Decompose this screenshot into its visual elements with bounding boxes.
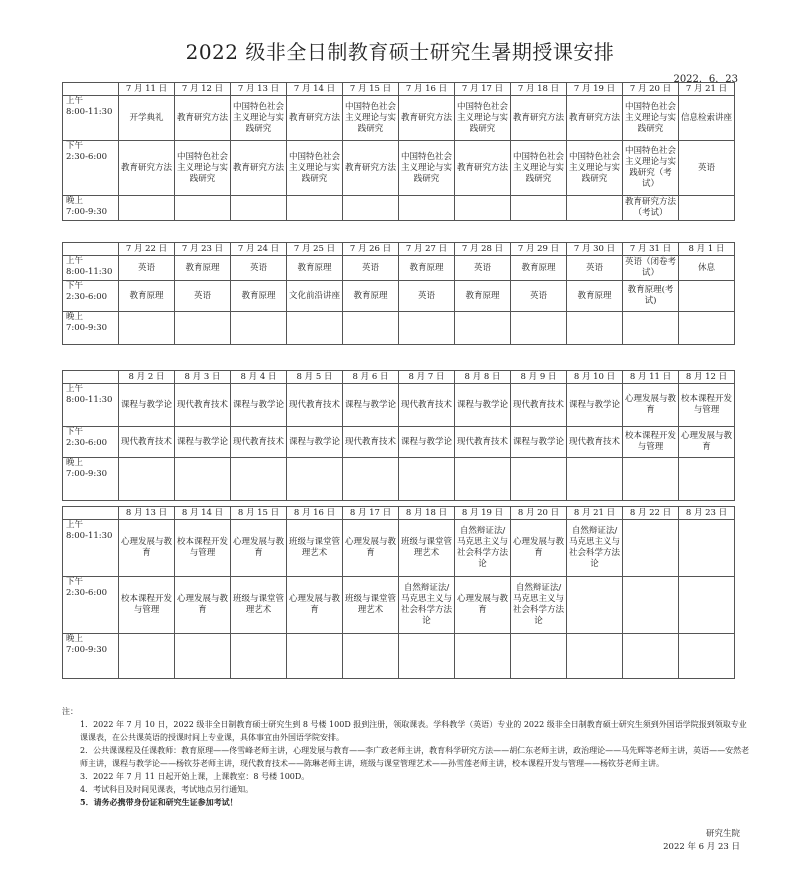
course-cell: 心理发展与教育: [287, 577, 343, 634]
date-cell: 7 月 16 日: [399, 83, 455, 96]
date-cell: 7 月 13 日: [231, 83, 287, 96]
date-cell: 7 月 22 日: [119, 243, 175, 256]
date-cell: 8 月 23 日: [679, 507, 735, 520]
date-cell: 8 月 19 日: [455, 507, 511, 520]
course-cell: 心理发展与教育: [455, 577, 511, 634]
date-cell: 7 月 29 日: [511, 243, 567, 256]
slot-name: 晚上: [66, 458, 84, 468]
date-cell: 8 月 7 日: [399, 371, 455, 384]
course-cell: [175, 458, 231, 501]
course-cell: [343, 634, 399, 679]
time-slot-row: [63, 141, 735, 196]
course-cell: [623, 520, 679, 577]
course-cell: 现代教育技术: [175, 384, 231, 427]
note-item: 3．2022 年 7 月 11 日起开始上课，上课教室：8 号楼 100D。: [80, 772, 310, 781]
date-cell: 7 月 24 日: [231, 243, 287, 256]
course-cell: 课程与教学论: [455, 384, 511, 427]
signature: [663, 828, 740, 854]
course-cell: 课程与教学论: [175, 427, 231, 458]
course-cell: 教育原理: [119, 281, 175, 312]
course-cell: [623, 312, 679, 345]
course-cell: [175, 196, 231, 221]
course-cell: 现代教育技术: [567, 427, 623, 458]
course-cell: [399, 634, 455, 679]
date-cell: 7 月 17 日: [455, 83, 511, 96]
issue-date: 2022．6．23: [673, 74, 738, 85]
course-cell: [399, 312, 455, 345]
course-cell: [175, 312, 231, 345]
slot-name: 下午: [66, 577, 84, 587]
schedule-table: [62, 506, 735, 679]
slot-time: 8:00-11:30: [66, 267, 113, 277]
course-cell: 班级与课堂管理艺术: [231, 577, 287, 634]
course-cell: 中国特色社会主义理论与实践研究: [455, 96, 511, 141]
course-cell: 心理发展与教育: [175, 577, 231, 634]
course-cell: 现代教育技术: [231, 427, 287, 458]
date-cell: 7 月 27 日: [399, 243, 455, 256]
time-slot-label: [63, 577, 119, 634]
slot-name: 上午: [66, 96, 84, 106]
course-cell: 英语（闭卷考试）: [623, 256, 679, 281]
course-cell: 英语: [679, 141, 735, 196]
date-cell: 8 月 4 日: [231, 371, 287, 384]
time-slot-row: [63, 312, 735, 345]
date-cell: 7 月 12 日: [175, 83, 231, 96]
course-cell: [287, 196, 343, 221]
course-cell: 课程与教学论: [119, 384, 175, 427]
date-cell: 8 月 8 日: [455, 371, 511, 384]
date-cell: 7 月 21 日: [679, 83, 735, 96]
date-cell: 8 月 11 日: [623, 371, 679, 384]
slot-time: 8:00-11:30: [66, 107, 113, 117]
course-cell: [679, 312, 735, 345]
course-cell: 教育研究方法: [231, 141, 287, 196]
course-cell: 班级与课堂管理艺术: [287, 520, 343, 577]
course-cell: 自然辩证法/马克思主义与社会科学方法论: [567, 520, 623, 577]
date-cell: 7 月 26 日: [343, 243, 399, 256]
time-slot-label: [63, 256, 119, 281]
course-cell: 英语: [399, 281, 455, 312]
date-cell: 8 月 17 日: [343, 507, 399, 520]
time-slot-label: [63, 520, 119, 577]
course-cell: [567, 577, 623, 634]
course-cell: 教育研究方法: [343, 141, 399, 196]
time-slot-label: [63, 507, 119, 520]
course-cell: 文化前沿讲座: [287, 281, 343, 312]
course-cell: [343, 458, 399, 501]
course-cell: 教育原理: [567, 281, 623, 312]
course-cell: 自然辩证法/马克思主义与社会科学方法论: [399, 577, 455, 634]
slot-time: 7:00-9:30: [66, 645, 108, 655]
course-cell: [287, 458, 343, 501]
course-cell: 教育研究方法: [567, 96, 623, 141]
course-cell: 现代教育技术: [511, 384, 567, 427]
date-cell: 7 月 20 日: [623, 83, 679, 96]
notes-label: 注：: [62, 707, 78, 716]
course-cell: [399, 458, 455, 501]
course-cell: 教育研究方法: [455, 141, 511, 196]
slot-name: 晚上: [66, 634, 84, 644]
course-cell: 英语: [119, 256, 175, 281]
time-slot-label: [63, 243, 119, 256]
note-item: 5．请务必携带身份证和研究生证参加考试！: [80, 797, 238, 807]
course-cell: 校本课程开发与管理: [679, 384, 735, 427]
course-cell: 课程与教学论: [343, 384, 399, 427]
slot-name: 晚上: [66, 196, 84, 206]
course-cell: 心理发展与教育: [231, 520, 287, 577]
date-cell: 7 月 11 日: [119, 83, 175, 96]
date-cell: 8 月 12 日: [679, 371, 735, 384]
date-cell: 8 月 18 日: [399, 507, 455, 520]
course-cell: 课程与教学论: [231, 384, 287, 427]
time-slot-row: [63, 384, 735, 427]
time-slot-row: [63, 196, 735, 221]
course-cell: 信息检索讲座: [679, 96, 735, 141]
course-cell: 自然辩证法/马克思主义与社会科学方法论: [455, 520, 511, 577]
date-cell: 7 月 28 日: [455, 243, 511, 256]
course-cell: 中国特色社会主义理论与实践研究: [399, 141, 455, 196]
time-slot-label: [63, 427, 119, 458]
time-slot-row: [63, 520, 735, 577]
time-slot-label: [63, 96, 119, 141]
slot-name: 上午: [66, 384, 84, 394]
slot-name: 下午: [66, 427, 84, 437]
course-cell: 英语: [511, 281, 567, 312]
course-cell: 教育研究方法: [119, 141, 175, 196]
course-cell: 教育研究方法: [511, 96, 567, 141]
date-cell: 7 月 25 日: [287, 243, 343, 256]
course-cell: [231, 312, 287, 345]
course-cell: [679, 281, 735, 312]
course-cell: 中国特色社会主义理论与实践研究: [343, 96, 399, 141]
course-cell: 中国特色社会主义理论与实践研究: [231, 96, 287, 141]
course-cell: 中国特色社会主义理论与实践研究: [175, 141, 231, 196]
course-cell: 班级与课堂管理艺术: [399, 520, 455, 577]
course-cell: [455, 196, 511, 221]
course-cell: [679, 634, 735, 679]
date-cell: 8 月 6 日: [343, 371, 399, 384]
course-cell: 现代教育技术: [287, 384, 343, 427]
time-slot-label: [63, 141, 119, 196]
course-cell: 教育研究方法: [175, 96, 231, 141]
time-slot-label: [63, 83, 119, 96]
course-cell: 英语: [175, 281, 231, 312]
date-cell: 8 月 16 日: [287, 507, 343, 520]
slot-name: 上午: [66, 256, 84, 266]
time-slot-label: [63, 634, 119, 679]
course-cell: 英语: [231, 256, 287, 281]
schedule-table: [62, 242, 735, 345]
course-cell: [455, 458, 511, 501]
course-cell: 校本课程开发与管理: [119, 577, 175, 634]
time-slot-row: [63, 427, 735, 458]
course-cell: [343, 312, 399, 345]
date-cell: 8 月 22 日: [623, 507, 679, 520]
date-cell: 8 月 3 日: [175, 371, 231, 384]
schedule-table: [62, 370, 735, 501]
date-header-row: [63, 507, 735, 520]
course-cell: 休息: [679, 256, 735, 281]
slot-time: 7:00-9:30: [66, 207, 108, 217]
course-cell: [399, 196, 455, 221]
notes-section: [62, 705, 752, 809]
course-cell: [623, 634, 679, 679]
course-cell: 教育原理: [231, 281, 287, 312]
course-cell: [511, 312, 567, 345]
slot-name: 下午: [66, 281, 84, 291]
course-cell: 教育研究方法（考试）: [623, 196, 679, 221]
date-cell: 7 月 19 日: [567, 83, 623, 96]
date-cell: 7 月 18 日: [511, 83, 567, 96]
course-cell: 课程与教学论: [287, 427, 343, 458]
course-cell: [119, 196, 175, 221]
note-item: 4．考试科目及时间见课表，考试地点另行通知。: [80, 785, 254, 794]
date-cell: 8 月 2 日: [119, 371, 175, 384]
date-cell: 8 月 9 日: [511, 371, 567, 384]
date-cell: 7 月 14 日: [287, 83, 343, 96]
course-cell: [679, 196, 735, 221]
course-cell: 课程与教学论: [567, 384, 623, 427]
course-cell: 课程与教学论: [511, 427, 567, 458]
course-cell: 现代教育技术: [455, 427, 511, 458]
course-cell: 开学典礼: [119, 96, 175, 141]
course-cell: [567, 458, 623, 501]
slot-time: 2:30-6:00: [66, 152, 108, 162]
course-cell: 教育原理: [175, 256, 231, 281]
course-cell: 课程与教学论: [399, 427, 455, 458]
signature-date: 2022 年 6 月 23 日: [663, 842, 740, 852]
course-cell: 教育原理: [399, 256, 455, 281]
time-slot-row: [63, 96, 735, 141]
slot-name: 下午: [66, 141, 84, 151]
slot-time: 2:30-6:00: [66, 292, 108, 302]
slot-time: 8:00-11:30: [66, 531, 113, 541]
course-cell: 教育原理: [343, 281, 399, 312]
course-cell: 心理发展与教育: [511, 520, 567, 577]
date-header-row: [63, 371, 735, 384]
course-cell: [119, 312, 175, 345]
date-cell: 8 月 1 日: [679, 243, 735, 256]
time-slot-label: [63, 312, 119, 345]
course-cell: [511, 634, 567, 679]
course-cell: 心理发展与教育: [343, 520, 399, 577]
course-cell: 班级与课堂管理艺术: [343, 577, 399, 634]
date-cell: 7 月 15 日: [343, 83, 399, 96]
course-cell: 英语: [567, 256, 623, 281]
course-cell: 心理发展与教育: [119, 520, 175, 577]
course-cell: [567, 312, 623, 345]
time-slot-row: [63, 281, 735, 312]
course-cell: [679, 458, 735, 501]
date-cell: 8 月 5 日: [287, 371, 343, 384]
slot-time: 2:30-6:00: [66, 588, 108, 598]
course-cell: 校本课程开发与管理: [175, 520, 231, 577]
course-cell: 教育原理(考试): [623, 281, 679, 312]
course-cell: [455, 312, 511, 345]
time-slot-row: [63, 577, 735, 634]
course-cell: [511, 458, 567, 501]
course-cell: [567, 196, 623, 221]
signature-org: 研究生院: [705, 829, 740, 839]
date-cell: 8 月 13 日: [119, 507, 175, 520]
slot-time: 2:30-6:00: [66, 438, 108, 448]
course-cell: 英语: [343, 256, 399, 281]
course-cell: 自然辩证法/马克思主义与社会科学方法论: [511, 577, 567, 634]
course-cell: 教育原理: [511, 256, 567, 281]
date-header-row: [63, 83, 735, 96]
course-cell: [455, 634, 511, 679]
time-slot-label: [63, 281, 119, 312]
course-cell: [623, 458, 679, 501]
time-slot-label: [63, 371, 119, 384]
course-cell: [119, 634, 175, 679]
course-cell: 校本课程开发与管理: [623, 427, 679, 458]
course-cell: 心理发展与教育: [623, 384, 679, 427]
course-cell: [231, 458, 287, 501]
course-cell: [679, 520, 735, 577]
course-cell: 现代教育技术: [343, 427, 399, 458]
course-cell: 中国特色社会主义理论与实践研究（考试）: [623, 141, 679, 196]
date-header-row: [63, 243, 735, 256]
course-cell: 教育研究方法: [287, 96, 343, 141]
course-cell: [567, 634, 623, 679]
course-cell: 中国特色社会主义理论与实践研究: [511, 141, 567, 196]
course-cell: 中国特色社会主义理论与实践研究: [287, 141, 343, 196]
course-cell: 中国特色社会主义理论与实践研究: [567, 141, 623, 196]
course-cell: [119, 458, 175, 501]
date-cell: 8 月 14 日: [175, 507, 231, 520]
slot-name: 上午: [66, 520, 84, 530]
time-slot-label: [63, 196, 119, 221]
note-item: 1．2022 年 7 月 10 日，2022 级非全日制教育硕士研究生到 8 号楼 100D 报到注册，领取课表。学科教学（英语）专业的 2022 级非全日制教育硕士研究生须到外国语学院报到领取专业课课表，在公共课英语的授课时间上专业课，具体事宜由外国语学院安排。: [80, 720, 747, 742]
date-cell: 8 月 15 日: [231, 507, 287, 520]
date-cell: 8 月 21 日: [567, 507, 623, 520]
schedule-table: [62, 82, 735, 221]
course-cell: 中国特色社会主义理论与实践研究: [623, 96, 679, 141]
course-cell: [623, 577, 679, 634]
page-title: 2022 级非全日制教育硕士研究生暑期授课安排: [185, 40, 615, 64]
date-cell: 8 月 10 日: [567, 371, 623, 384]
course-cell: 教育原理: [287, 256, 343, 281]
course-cell: [287, 634, 343, 679]
date-cell: 7 月 30 日: [567, 243, 623, 256]
time-slot-label: [63, 384, 119, 427]
time-slot-row: [63, 458, 735, 501]
slot-time: 7:00-9:30: [66, 469, 108, 479]
course-cell: [231, 634, 287, 679]
date-cell: 7 月 31 日: [623, 243, 679, 256]
course-cell: 现代教育技术: [119, 427, 175, 458]
slot-time: 8:00-11:30: [66, 395, 113, 405]
date-cell: 7 月 23 日: [175, 243, 231, 256]
course-cell: 心理发展与教育: [679, 427, 735, 458]
course-cell: [343, 196, 399, 221]
time-slot-row: [63, 256, 735, 281]
course-cell: 教育原理: [455, 281, 511, 312]
course-cell: 英语: [455, 256, 511, 281]
course-cell: 教育研究方法: [399, 96, 455, 141]
course-cell: [679, 577, 735, 634]
slot-name: 晚上: [66, 312, 84, 322]
note-item: 2．公共课课程及任课教师：教育原理——佟雪峰老师主讲，心理发展与教育——李广政老师主讲，教育科学研究方法——胡仁东老师主讲，政治理论——马先辉等老师主讲，英语——安然老师主讲，课程与教学论——杨钦芬老师主讲，现代教育技术——陈琳老师主讲，班级与课堂管理艺术——孙雪莲老师主讲，校本课程开发与管理——杨钦芬老师主讲。: [80, 746, 750, 768]
date-cell: 8 月 20 日: [511, 507, 567, 520]
course-cell: [287, 312, 343, 345]
course-cell: [231, 196, 287, 221]
time-slot-row: [63, 634, 735, 679]
course-cell: [511, 196, 567, 221]
course-cell: 现代教育技术: [399, 384, 455, 427]
slot-time: 7:00-9:30: [66, 323, 108, 333]
course-cell: [175, 634, 231, 679]
time-slot-label: [63, 458, 119, 501]
